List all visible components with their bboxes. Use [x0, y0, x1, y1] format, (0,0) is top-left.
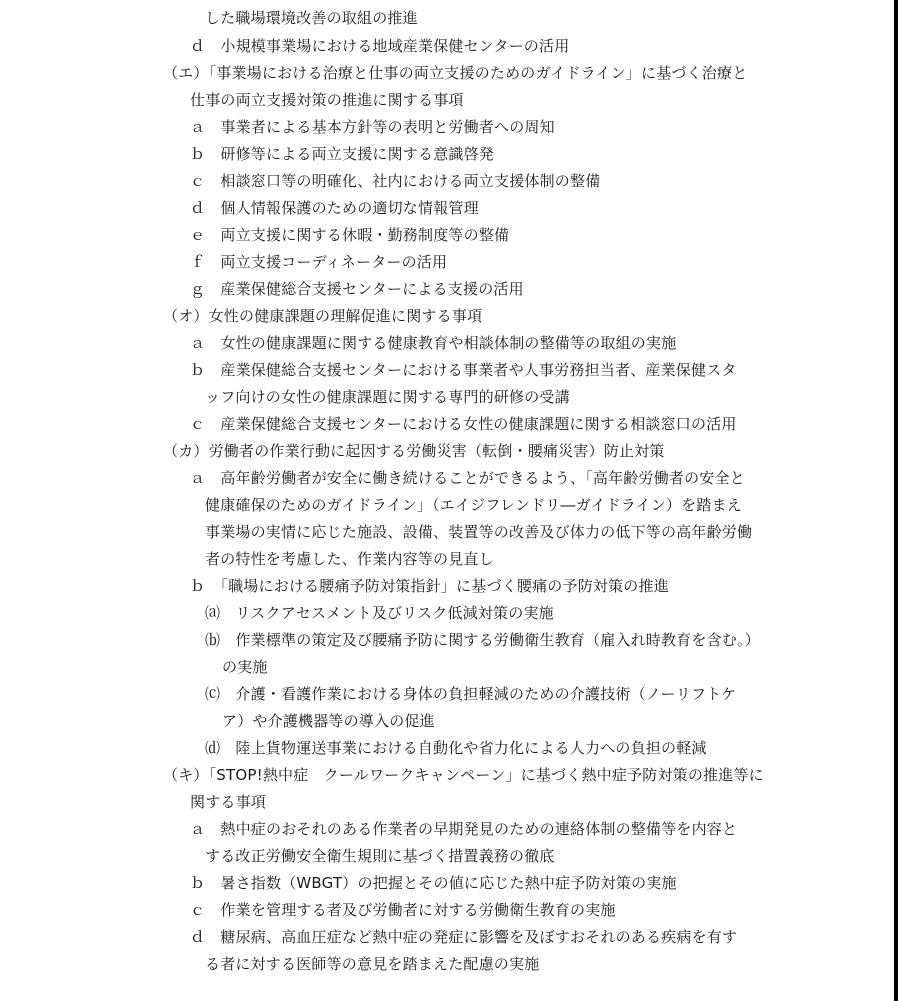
sub-item-b: ⒝ 作業標準の策定及び腰痛予防に関する労働衛生教育（雇入れ時教育を含む。）	[205, 631, 760, 649]
list-item-b: ｂ 「職場における腰痛予防対策指針」に基づく腰痛の予防対策の推進	[190, 577, 669, 595]
list-item-b: ｂ 暑さ指数（WBGT）の把握とその値に応じた熱中症予防対策の実施	[190, 874, 677, 892]
text-line-continuation: る者に対する医師等の意見を踏まえた配慮の実施	[205, 955, 540, 973]
text-line-continuation: 仕事の両立支援対策の推進に関する事項	[190, 91, 464, 109]
list-item-a: ａ 高年齢労働者が安全に働き続けることができるよう、「高年齢労働者の安全と	[190, 469, 745, 487]
sub-item-d: ⒟ 陸上貨物運送事業における自動化や省力化による人力への負担の軽減	[205, 739, 707, 757]
text-line-continuation: の実施	[222, 658, 268, 676]
text-line-continuation: 健康確保のためのガイドライン」（エイジフレンドリ―ガイドライン）を踏まえ	[205, 496, 742, 514]
text-line-continuation: した職場環境改善の取組の推進	[205, 9, 418, 27]
text-line-continuation: ッフ向けの女性の健康課題に関する専門的研修の受講	[205, 388, 570, 406]
list-item-d: ｄ 個人情報保護のための適切な情報管理	[190, 199, 479, 217]
list-item-f: ｆ 両立支援コーディネーターの活用	[190, 253, 448, 271]
text-line-continuation: 者の特性を考慮した、作業内容等の見直し	[205, 550, 494, 568]
section-heading-o: （オ）女性の健康課題の理解促進に関する事項	[163, 307, 483, 325]
list-item-c: ｃ 相談窓口等の明確化、社内における両立支援体制の整備	[190, 172, 601, 190]
list-item-d: ｄ 糖尿病、高血圧症など熱中症の発症に影響を及ぼすおそれのある疾病を有す	[190, 928, 738, 946]
list-item-c: ｃ 産業保健総合支援センターにおける女性の健康課題に関する相談窓口の活用	[190, 415, 737, 433]
list-item-e: ｅ 両立支援に関する休暇・勤務制度等の整備	[190, 226, 510, 244]
list-item-b: ｂ 研修等による両立支援に関する意識啓発	[190, 145, 495, 163]
section-heading-ki: （キ）「STOP!熱中症 クールワークキャンペーン」に基づく熱中症予防対策の推進等に	[163, 766, 764, 784]
section-heading-e: （エ）「事業場における治療と仕事の両立支援のためのガイドライン」に基づく治療と	[163, 64, 748, 82]
list-item-a: ａ 熱中症のおそれのある作業者の早期発見のための連絡体制の整備等を内容と	[190, 820, 738, 838]
list-item-a: ａ 事業者による基本方針等の表明と労働者への周知	[190, 118, 555, 136]
text-line-continuation: 事業場の実情に応じた施設、設備、装置等の改善及び体力の低下等の高年齢労働	[205, 523, 753, 541]
text-line-continuation: 関する事項	[190, 793, 267, 811]
list-item-g: ｇ 産業保健総合支援センターによる支援の活用	[190, 280, 524, 298]
text-line-continuation: する改正労働安全衛生規則に基づく措置義務の徹底	[205, 847, 555, 865]
list-item-b: ｂ 産業保健総合支援センターにおける事業者や人事労務担当者、産業保健スタ	[190, 361, 737, 379]
list-item-d: ｄ 小規模事業場における地域産業保健センターの活用	[190, 37, 570, 55]
text-line-continuation: ア）や介護機器等の導入の促進	[222, 712, 435, 730]
list-item-c: ｃ 作業を管理する者及び労働者に対する労働衛生教育の実施	[190, 901, 616, 919]
list-item-a: ａ 女性の健康課題に関する健康教育や相談体制の整備等の取組の実施	[190, 334, 677, 352]
sub-item-a: ⒜ リスクアセスメント及びリスク低減対策の実施	[205, 604, 554, 622]
section-heading-ka: （カ）労働者の作業行動に起因する労働災害（転倒・腰痛災害）防止対策	[163, 442, 665, 460]
sub-item-c: ⒞ 介護・看護作業における身体の負担軽減のための介護技術（ノーリフトケ	[205, 685, 737, 703]
